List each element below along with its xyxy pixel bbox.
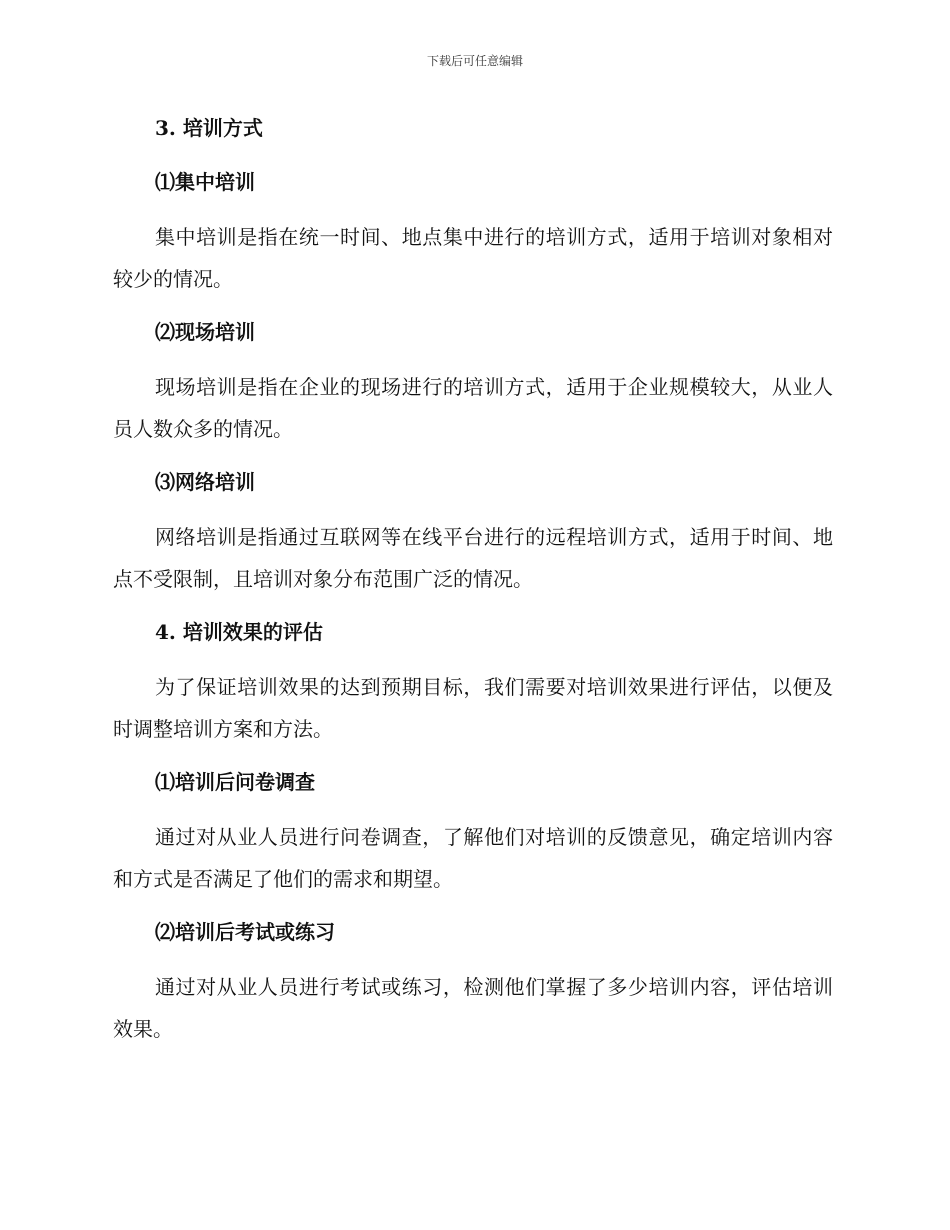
- subheading-online-training: ⑶网络培训: [155, 470, 255, 494]
- paragraph-centralized-training: 集中培训是指在统一时间、地点集中进行的培训方式，适用于培训对象相对较少的情况。: [113, 225, 833, 291]
- subheading-onsite-training: ⑵现场培训: [155, 320, 255, 344]
- paragraph-onsite-training: 现场培训是指在企业的现场进行的培训方式，适用于企业规模较大，从业人员人数众多的情况。: [113, 375, 833, 441]
- subheading-exam-practice: ⑵培训后考试或练习: [155, 920, 335, 944]
- paragraph-training-evaluation: 为了保证培训效果的达到预期目标，我们需要对培训效果进行评估，以便及时调整培训方案和方法。: [113, 675, 833, 741]
- section-heading-training-evaluation: 4. 培训效果的评估: [155, 620, 323, 644]
- document-body: [113, 108, 833, 1062]
- subheading-centralized-training: ⑴集中培训: [155, 170, 255, 194]
- page-header: 下载后可任意编辑: [426, 54, 523, 68]
- paragraph-questionnaire: 通过对从业人员进行问卷调查，了解他们对培训的反馈意见，确定培训内容和方式是否满足了他们的需求和期望。: [113, 825, 833, 891]
- paragraph-exam-practice: 通过对从业人员进行考试或练习，检测他们掌握了多少培训内容，评估培训效果。: [113, 975, 833, 1041]
- paragraph-online-training: 网络培训是指通过互联网等在线平台进行的远程培训方式，适用于时间、地点不受限制，且培训对象分布范围广泛的情况。: [113, 525, 833, 591]
- section-heading-training-methods: 3. 培训方式: [155, 116, 263, 140]
- subheading-questionnaire: ⑴培训后问卷调查: [155, 770, 315, 794]
